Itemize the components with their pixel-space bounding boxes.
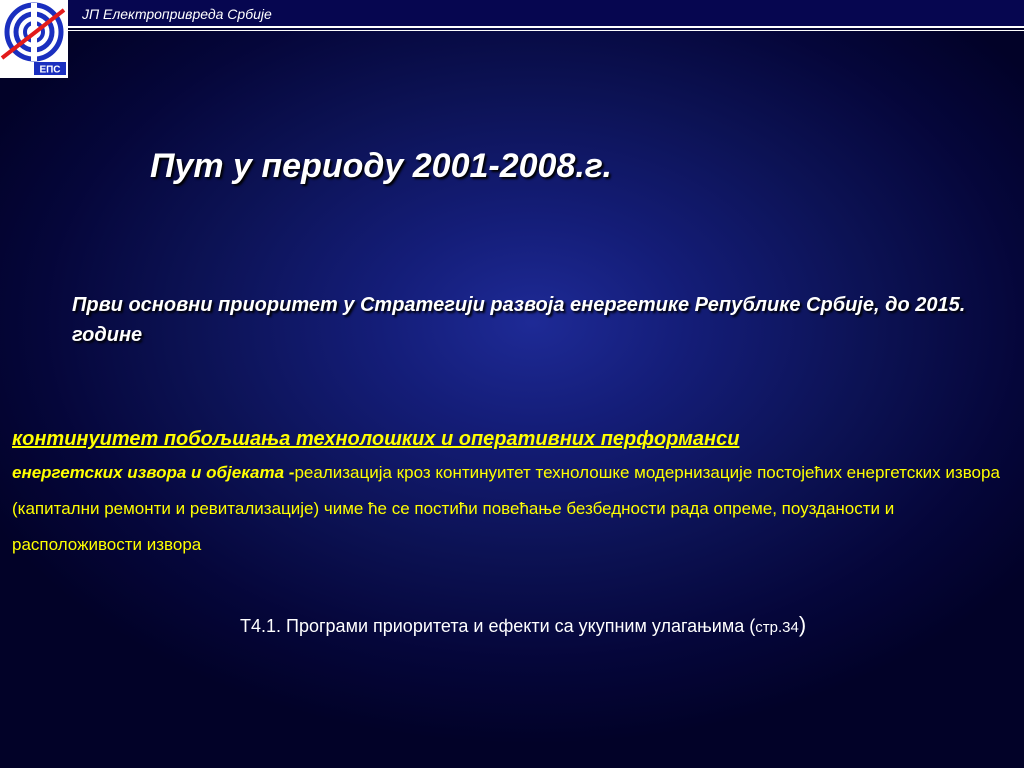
organization-name: ЈП Електропривреда Србије [82, 6, 272, 22]
priority-body: реализација кроз континуитет технолошке модернизације постојећих енергетских извора (капитални ремонти и ревитализације) чиме ће се постићи повећање безбедности рада опреме, поузданости и расположивости извора [12, 463, 1000, 554]
reference-text: Т4.1. Програми приоритета и ефекти са укупним улагањима [240, 616, 750, 636]
reference-close-paren: ) [798, 612, 807, 637]
priority-description [12, 455, 1012, 563]
slide-subtitle: Први основни приоритет у Стратегији развоја енергетике Републике Србије, до 2015. године [72, 294, 966, 346]
body-block [12, 424, 1012, 563]
eps-logo [0, 0, 68, 78]
reference-page: стр.34 [755, 619, 799, 636]
header-divider [68, 26, 1024, 28]
eps-logo-icon [0, 0, 68, 78]
slide-title: Пут у периоду 2001-2008.г. [150, 147, 612, 185]
table-reference [240, 612, 806, 638]
header-divider-thin [68, 30, 1024, 31]
logo-text: ЕПС [39, 64, 61, 76]
priority-heading: континуитет побољшања технолошких и оперативних перформанси [12, 428, 740, 450]
priority-lead: енергетских извора и објеката - [12, 463, 295, 482]
reference-open-paren: ( [749, 616, 756, 636]
